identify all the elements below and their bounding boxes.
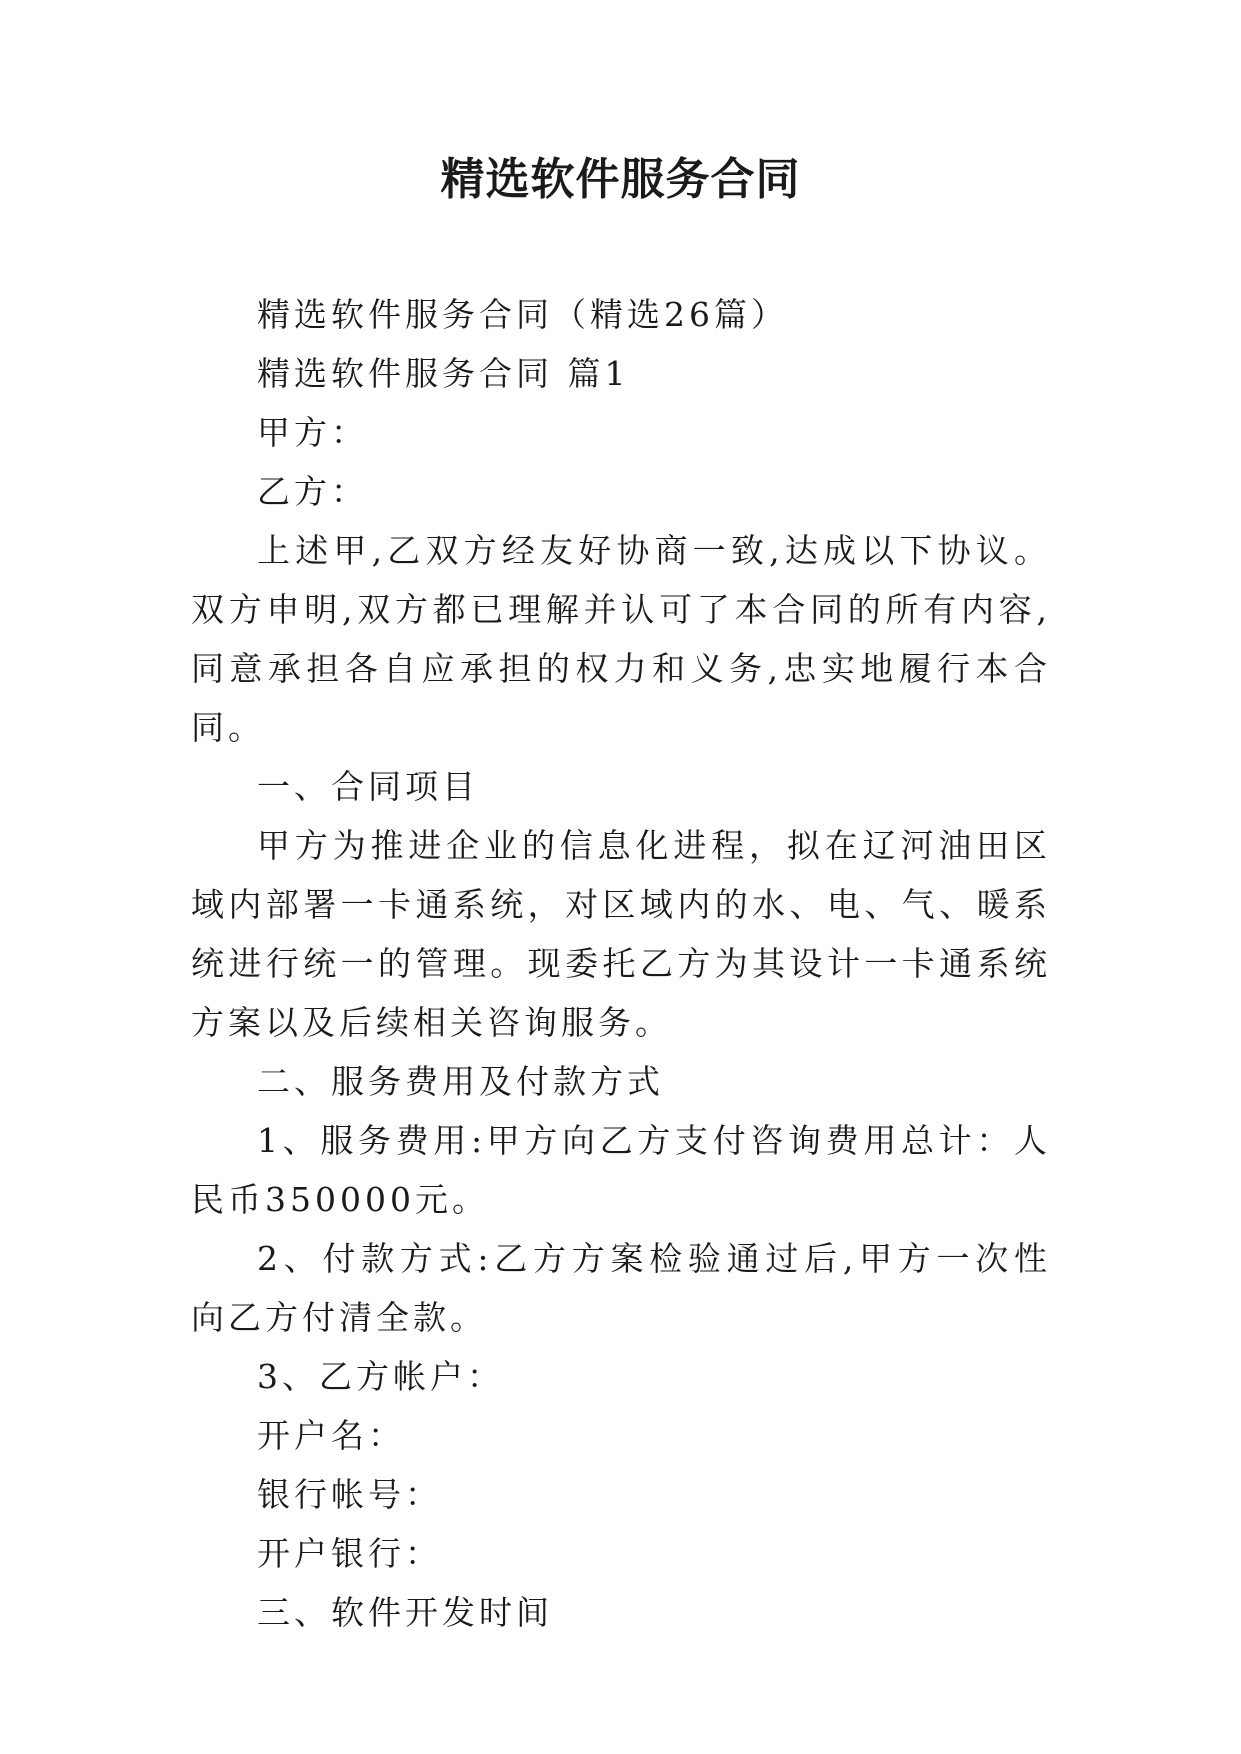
paragraph-party-b: 乙方：: [257, 472, 368, 511]
paragraph-party-a: 甲方：: [257, 413, 368, 452]
paragraph-agreement-statement: 上述甲,乙双方经友好协商一致,达成以下协议。双方申明,双方都已理解并认可了本合同的所有内容,同意承担各自应承担的权力和义务,忠实地履行本合同。: [191, 531, 1051, 747]
paragraph-project-description: 甲方为推进企业的信息化进程，拟在辽河油田区域内部署一卡通系统，对区域内的水、电、气、暖系统进行统一的管理。现委托乙方为其设计一卡通系统方案以及后续相关咨询服务。: [191, 826, 1051, 1042]
paragraph-bank-account-number: 银行帐号：: [257, 1475, 442, 1514]
section-heading-project: 一、合同项目: [257, 767, 479, 806]
document-title: 精选软件服务合同: [440, 154, 801, 205]
document-body: [191, 285, 1051, 1642]
paragraph-payment-method: 2、付款方式:乙方方案检验通过后,甲方一次性向乙方付清全款。: [191, 1239, 1051, 1337]
section-heading-fees: 二、服务费用及付款方式: [257, 1062, 664, 1101]
paragraph-account-name: 开户名：: [257, 1416, 405, 1455]
section-heading-development-time: 三、软件开发时间: [257, 1593, 553, 1632]
paragraph-service-fee: 1、服务费用:甲方向乙方支付咨询费用总计：人民币350000元。: [191, 1121, 1051, 1219]
paragraph-bank-name: 开户银行：: [257, 1534, 442, 1573]
paragraph-party-b-account: 3、乙方帐户：: [257, 1357, 504, 1396]
paragraph-article-heading: 精选软件服务合同 篇1: [257, 354, 630, 393]
paragraph-collection-title: 精选软件服务合同（精选26篇）: [257, 295, 788, 334]
